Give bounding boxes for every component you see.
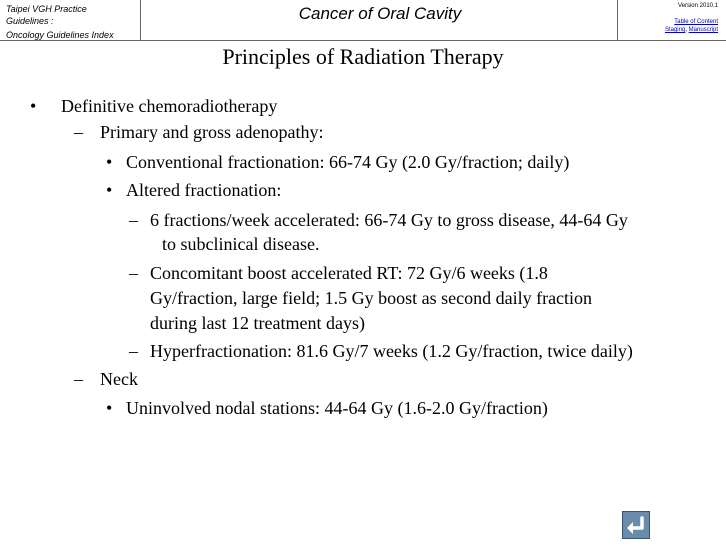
header-org-line1: Taipei VGH Practice xyxy=(6,4,87,14)
staging-link[interactable]: Staging xyxy=(664,27,686,33)
version-label: Version 2010.1 xyxy=(677,3,718,9)
item-concomitant-boost: Concomitant boost accelerated RT: 72 Gy/6 weeks (1.8 xyxy=(150,263,548,283)
item-concomitant-boost-cont2: during last 12 treatment days) xyxy=(150,313,365,333)
slide-title: Principles of Radiation Therapy xyxy=(222,44,504,69)
item-conventional-fractionation: Conventional fractionation: 66-74 Gy (2.0 Gy/fraction; daily) xyxy=(126,152,570,172)
bullet-marker: • xyxy=(106,152,113,172)
item-primary-gross-adenopathy: Primary and gross adenopathy: xyxy=(100,122,324,142)
item-6-fractions-week: 6 fractions/week accelerated: 66-74 Gy to gross disease, 44-64 Gy xyxy=(150,210,628,230)
header-org-line2: Guidelines : xyxy=(6,16,54,26)
dash-marker: – xyxy=(74,122,83,142)
bullet-marker: • xyxy=(30,96,37,116)
header-left xyxy=(6,3,136,41)
return-arrow-icon[interactable] xyxy=(622,511,650,539)
dash-marker: – xyxy=(74,369,83,389)
item-neck: Neck xyxy=(100,369,138,389)
item-altered-fractionation: Altered fractionation: xyxy=(126,180,282,200)
header-title: Cancer of Oral Cavity xyxy=(298,4,462,23)
item-definitive-chemoradiotherapy: Definitive chemoradiotherapy xyxy=(61,96,278,116)
item-hyperfractionation: Hyperfractionation: 81.6 Gy/7 weeks (1.2 Gy/fraction, twice daily) xyxy=(150,341,633,361)
header-divider-left xyxy=(140,0,141,40)
item-6-fractions-week-cont: to subclinical disease. xyxy=(162,234,320,254)
slide-header xyxy=(0,0,726,40)
toc-link[interactable]: Table of Content xyxy=(674,19,718,25)
header-rule xyxy=(0,40,726,41)
dash-marker: – xyxy=(129,341,138,361)
dash-marker: – xyxy=(129,263,138,283)
header-divider-right xyxy=(617,0,618,40)
bullet-marker: • xyxy=(106,180,113,200)
manuscript-link[interactable]: Manuscript xyxy=(688,27,718,33)
dash-marker: – xyxy=(129,210,138,230)
bullet-marker: • xyxy=(106,398,113,418)
item-uninvolved-nodal-stations: Uninvolved nodal stations: 44-64 Gy (1.6-2.0 Gy/fraction) xyxy=(126,398,548,418)
item-concomitant-boost-cont1: Gy/fraction, large field; 1.5 Gy boost as second daily fraction xyxy=(150,288,593,308)
header-right: Version 2010.1 Table of Content Staging, Manuscript xyxy=(664,3,718,33)
header-index-link[interactable]: Oncology Guidelines Index xyxy=(6,30,114,40)
